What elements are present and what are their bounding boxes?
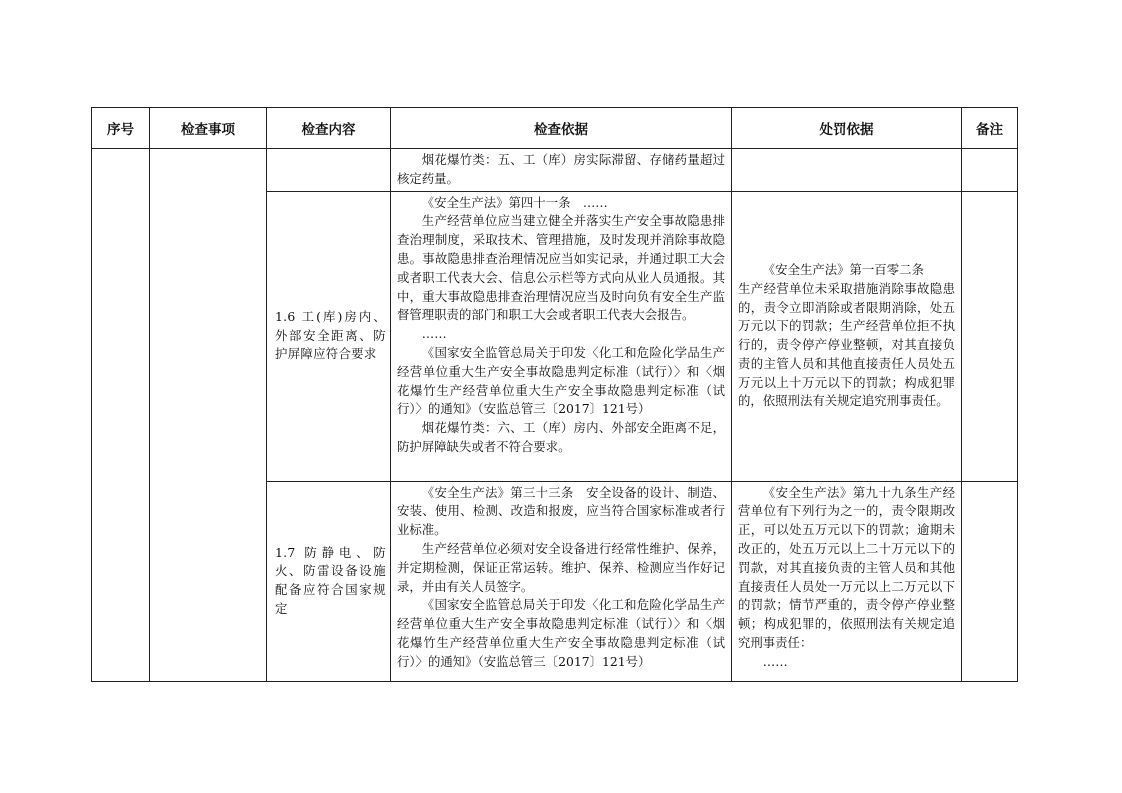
cell-content [267,191,391,481]
basis-text: 《国家安全监管总局关于印发〈化工和危险化学品生产经营单位重大生产安全事故隐患判定标准（试行）〉和〈烟花爆竹生产经营单位重大生产安全事故隐患判定标准（试行）〉的通知》（安监总管三〔2017〕121号） [397,597,725,669]
inspection-table [91,107,1018,682]
header-row [92,108,1018,149]
cell-penalty [732,481,962,681]
cell-item [150,149,267,682]
basis-text: 《安全生产法》第三十三条 安全设备的设计、制造、安装、使用、检测、改造和报废，应当符合国家标准或者行业标准。 [397,484,725,538]
cell-penalty [732,149,962,192]
table-row [92,149,1018,192]
header-no: 序号 [92,108,150,149]
header-content: 检查内容 [267,108,391,149]
content-text: 1.7 防静电、防火、防雷设备设施配备应符合国家规定 [275,544,386,616]
penalty-text: 生产经营单位未采取措施消除事故隐患的，责令立即消除或者限期消除，处五万元以下的罚款；生产经营单位拒不执行的，责令停产停业整顿，对其直接负责的主管人员和其他直接责任人员处五万元以上十万元以下的罚款；构成犯罪的，依照刑法有关规定追究刑事责任。 [738,280,955,409]
cell-basis [391,149,732,192]
cell-remark [962,149,1018,192]
basis-text: 《国家安全监管总局关于印发〈化工和危险化学品生产经营单位重大生产安全事故隐患判定标准（试行）〉和〈烟花爆竹生产经营单位重大生产安全事故隐患判定标准（试行）〉的通知》（安监总管三〔2017〕121号） [397,344,725,417]
cell-content [267,149,391,192]
basis-text: 烟花爆竹类：六、工（库）房内、外部安全距离不足，防护屏障缺失或者不符合要求。 [397,420,725,454]
cell-basis [391,481,732,681]
content-text: 1.6 工(库)房内、外部安全距离、防护屏障应符合要求 [275,308,386,362]
penalty-text: …… [762,653,788,669]
cell-penalty [732,191,962,481]
basis-text: 生产经营单位必须对安全设备进行经常性维护、保养，并定期检测，保证正常运转。维护、保养、检测应当作好记录，并由有关人员签字。 [397,540,725,594]
header-remark: 备注 [962,108,1018,149]
header-item: 检查事项 [150,108,267,149]
basis-text: …… [421,326,447,342]
basis-text: 烟花爆竹类：五、工（库）房实际滞留、存储药量超过核定药量。 [397,152,725,186]
cell-remark [962,481,1018,681]
cell-no [92,149,150,682]
basis-text: 生产经营单位应当建立健全并落实生产安全事故隐患排查治理制度，采取技术、管理措施，及时发现并消除事故隐患。事故隐患排查治理情况应当如实记录，并通过职工大会或者职工代表大会、信息公示栏等方式向从业人员通报。其中，重大事故隐患排查治理情况应当及时向负有安全生产监督管理职责的部门和职工大会或者职工代表大会报告。 [397,213,725,323]
cell-content [267,481,391,681]
basis-text: 《安全生产法》第四十一条 …… [421,194,608,210]
penalty-text: 《安全生产法》第九十九条生产经营单位有下列行为之一的，责令限期改正，可以处五万元以下的罚款；逾期未改正的，处五万元以上二十万元以下的罚款，对其直接负责的主管人员和其他直接责任人员处一万元以上二万元以下的罚款；情节严重的，责令停产停业整顿；构成犯罪的，依照刑法有关规定追究刑事责任： [738,484,955,650]
penalty-text: 《安全生产法》第一百零二条 [762,261,924,277]
header-penalty: 处罚依据 [732,108,962,149]
cell-basis [391,191,732,481]
header-basis: 检查依据 [391,108,732,149]
cell-remark [962,191,1018,481]
